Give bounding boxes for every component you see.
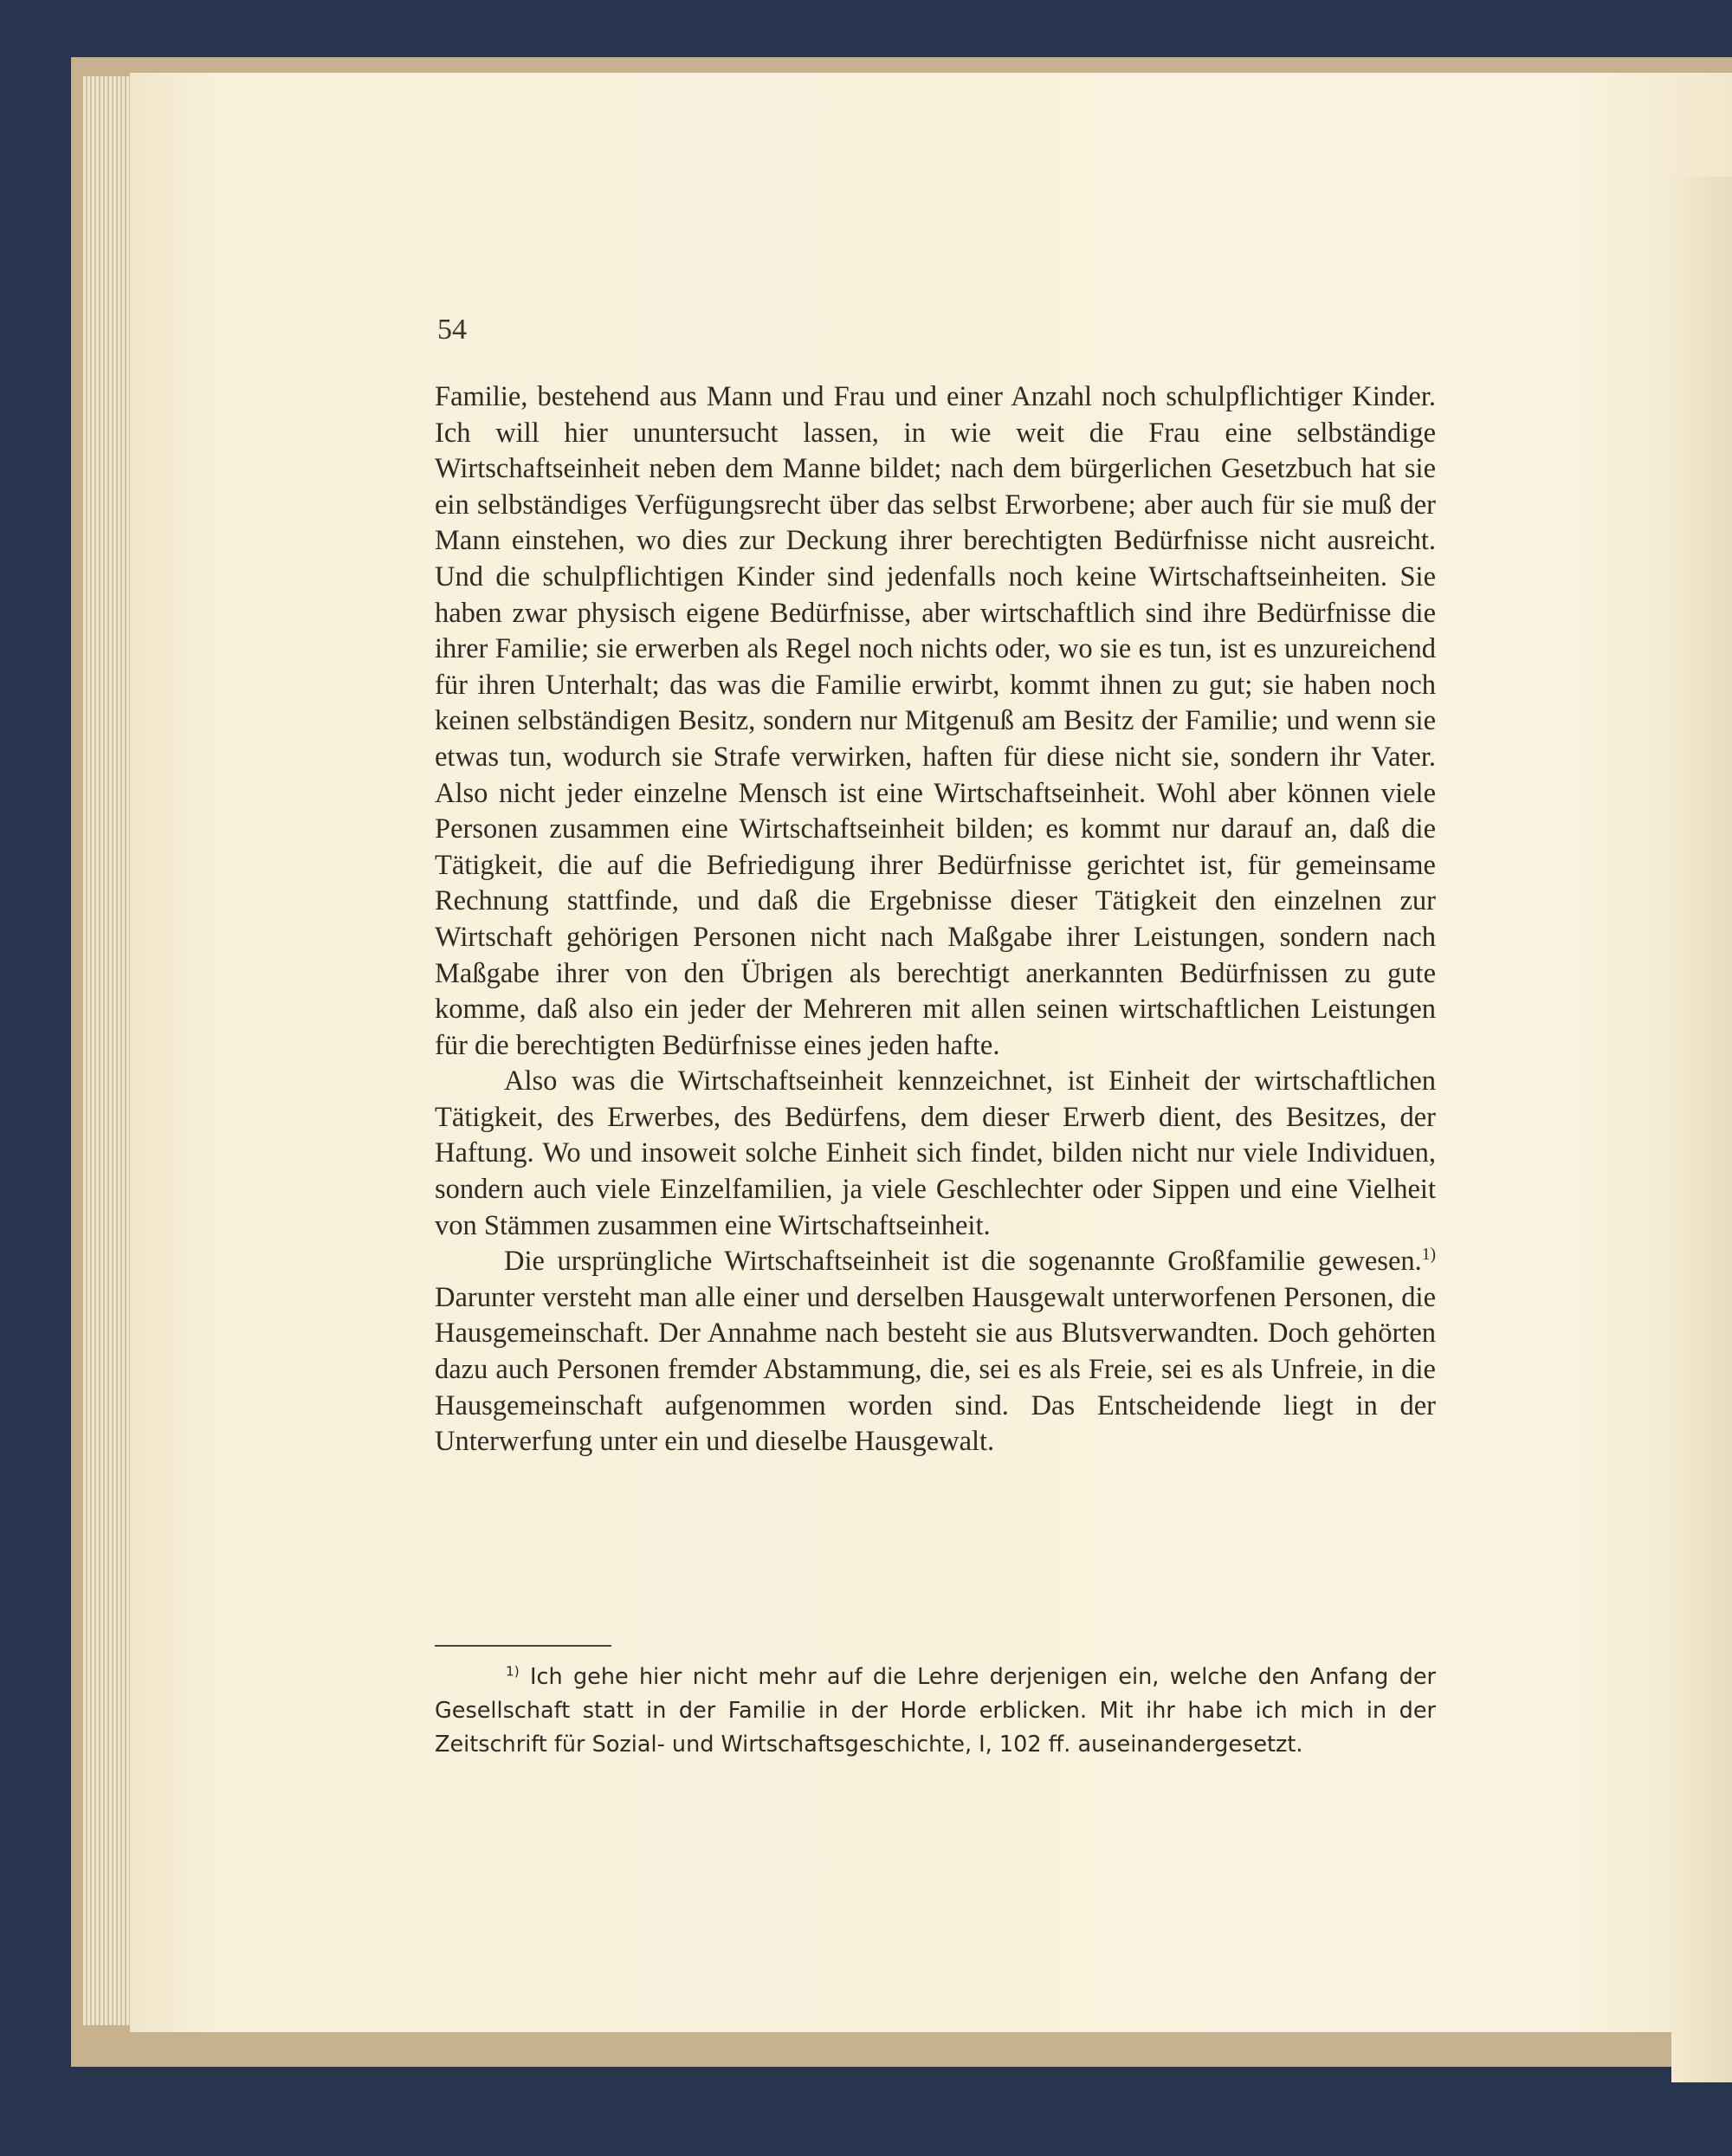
footnote-marker: 1) (506, 1663, 520, 1680)
footnote-text: Ich gehe hier nicht mehr auf die Lehre derjenigen ein, welche den Anfang der Gesellschaft statt in der Familie in der Horde erblicken. Mit ihr habe ich mich in der Zeitschrift für Sozial- und Wirtschaftsgeschichte, I, 102 ff. auseinandergesetzt. (435, 1664, 1436, 1758)
footnote-reference: 1) (1421, 1246, 1436, 1265)
footnote (435, 1661, 1436, 1762)
paragraph (435, 1244, 1436, 1460)
body-text (435, 379, 1436, 1460)
paragraph-text: Also was die Wirtschaftseinheit kennzeichnet, ist Einheit der wirtschaftlichen Tätigkeit, des Erwerbes, des Bedürfens, dem dieser Erwerb dient, des Besitzes, der Haftung. Wo und insoweit solche Einheit sich findet, bilden nicht nur viele Individuen, sondern auch viele Einzelfamilien, ja viele Geschlechter oder Sippen und eine Vielheit von Stämmen zusammen eine Wirtschaftseinheit. (435, 1065, 1436, 1241)
paragraph (435, 1064, 1436, 1244)
page-edges (83, 76, 135, 2025)
paragraph-text: Familie, bestehend aus Mann und Frau und einer Anzahl noch schulpflichtiger Kinder. Ich will hier ununtersucht lassen, in wie weit die Frau eine selbständige Wirtschaftseinheit neben dem Manne bildet; nach dem bürgerlichen Gesetzbuch hat sie ein selbständiges Verfügungsrecht über das selbst Erworbene; aber auch für sie muß der Mann einstehen, wo dies zur Deckung ihrer berechtigten Bedürfnisse nicht ausreicht. Und die schulpflichtigen Kinder sind jedenfalls noch keine Wirtschaftseinheiten. Sie haben zwar physisch eigene Bedürfnisse, aber wirtschaftlich sind ihre Bedürfnisse die ihrer Familie; sie erwerben als Regel noch nichts oder, wo sie es tun, ist es unzureichend für ihren Unterhalt; das was die Familie erwirbt, kommt ihnen zu gut; sie haben noch keinen selbständigen Besitz, sondern nur Mitgenuß am Besitz der Familie; und wenn sie etwas tun, wodurch sie Strafe verwirken, haften für diese nicht sie, sondern ihr Vater. Also nicht jeder einzelne Mensch ist eine Wirtschaftseinheit. Wohl aber können viele Personen zusammen eine Wirtschaftseinheit bilden; es kommt nur darauf an, daß die Tätigkeit, die auf die Befriedigung ihrer Bedürfnisse gerichtet ist, für gemeinsame Rechnung stattfinde, und daß die Ergebnisse dieser Tätigkeit den einzelnen zur Wirtschaft gehörigen Personen nicht nach Maßgabe ihrer Leistungen, sondern nach Maßgabe ihrer von den Übrigen als berechtigt anerkannten Bedürfnissen zu gute komme, daß also ein jeder der Mehreren mit allen seinen wirtschaftlichen Leistungen für die berechtigten Bedürfnisse eines jeden hafte. (435, 381, 1436, 1061)
paragraph-text: Die ursprüngliche Wirtschaftseinheit ist die sogenannte Großfamilie gewesen. (504, 1246, 1422, 1278)
page-number: 54 (437, 314, 467, 346)
paragraph-text: Darunter versteht man alle einer und derselben Hausgewalt unterworfenen Personen, die Hausgemeinschaft. Der Annahme nach besteht sie aus Blutsverwandten. Doch gehörten dazu auch Personen fremder Abstammung, die, sei es als Freie, sei es als Unfreie, in die Hausgemeinschaft aufgenommen worden sind. Das Entscheidende liegt in der Unterwerfung unter ein und dieselbe Hausgewalt. (435, 1281, 1436, 1458)
footnote-rule (435, 1645, 611, 1647)
footnote-paragraph (435, 1661, 1436, 1762)
next-page-edge (1671, 177, 1732, 2082)
paragraph (435, 379, 1436, 1064)
